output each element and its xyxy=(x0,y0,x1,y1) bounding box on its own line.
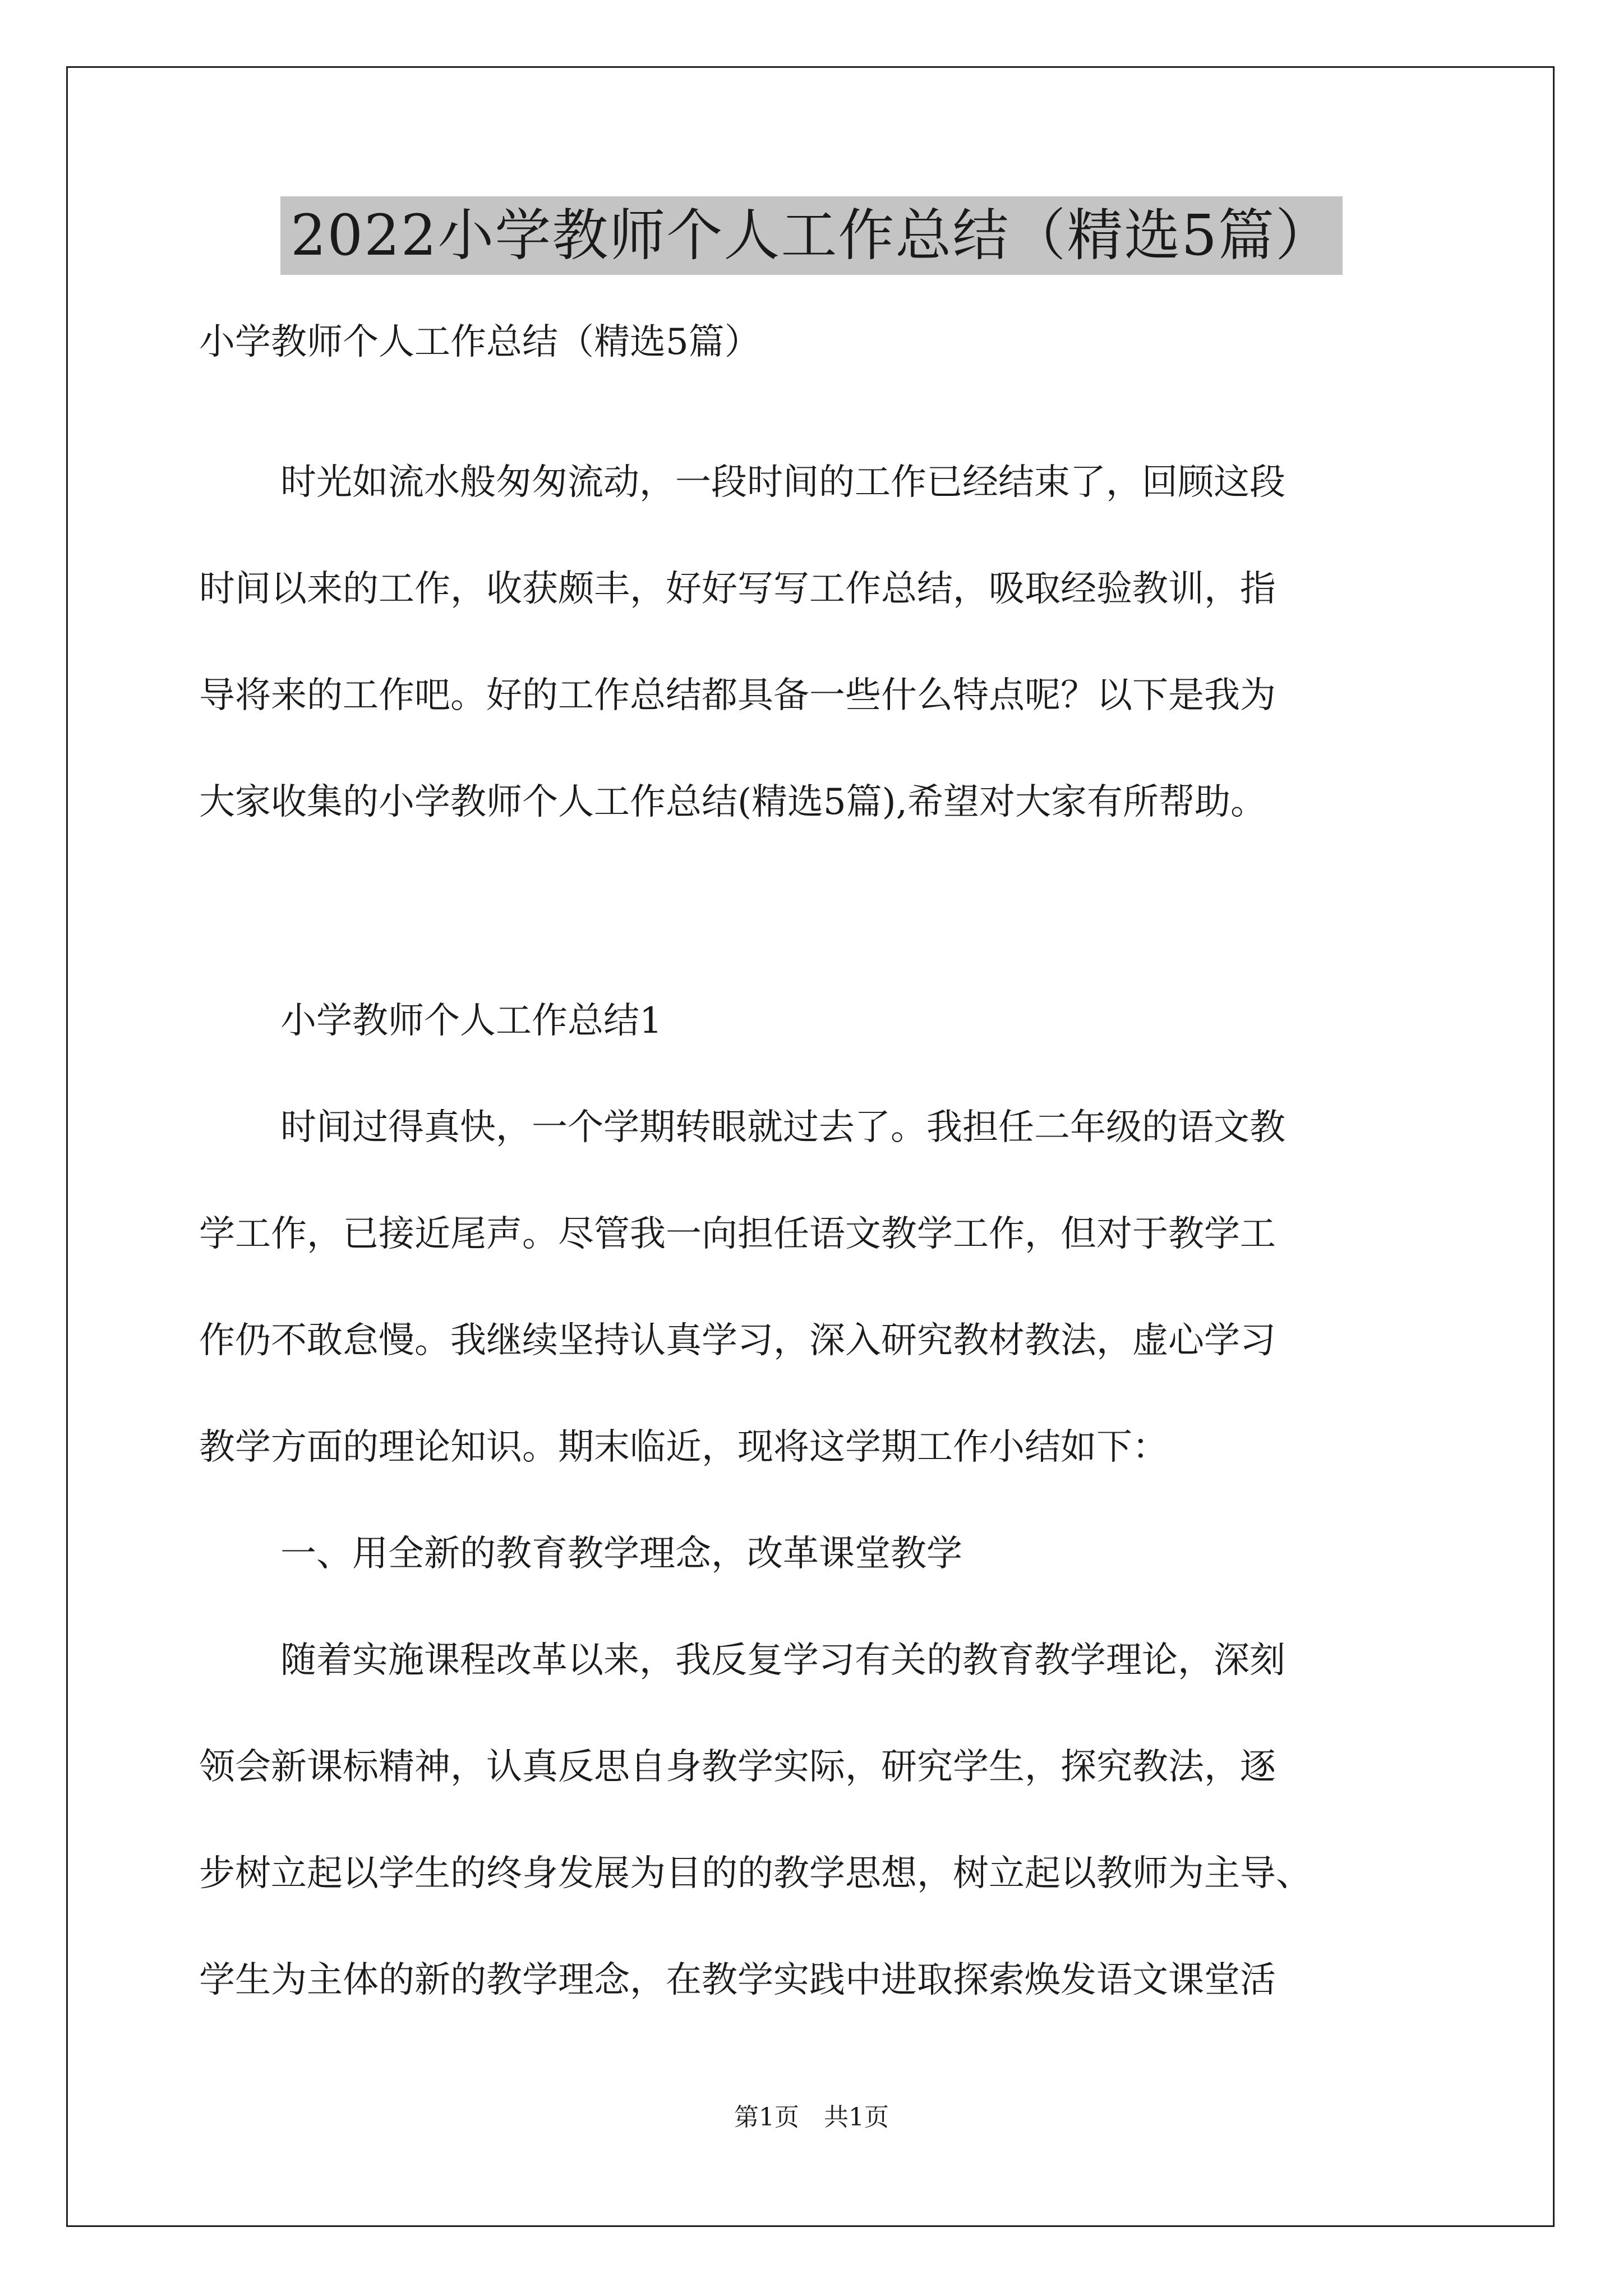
section-heading: 小学教师个人工作总结1 xyxy=(280,1000,662,1042)
section-line-3: 作仍不敢怠慢。我继续坚持认真学习，深入研究教材教法，虚心学习 xyxy=(199,1320,1276,1361)
intro-line-3: 导将来的工作吧。好的工作总结都具备一些什么特点呢？以下是我为 xyxy=(199,675,1276,716)
title-container xyxy=(0,196,1623,275)
intro-line-4: 大家收集的小学教师个人工作总结(精选5篇),希望对大家有所帮助。 xyxy=(199,781,1266,823)
document-title: 2022小学教师个人工作总结（精选5篇） xyxy=(280,196,1343,275)
subsection-line-4: 学生为主体的新的教学理念，在教学实践中进取探索焕发语文课堂活 xyxy=(199,1959,1276,2001)
intro-line-2: 时间以来的工作，收获颇丰，好好写写工作总结，吸取经验教训，指 xyxy=(199,568,1276,610)
subsection-line-1: 随着实施课程改革以来，我反复学习有关的教育教学理论，深刻 xyxy=(280,1640,1285,1681)
subheading: 一、用全新的教育教学理念，改革课堂教学 xyxy=(280,1533,962,1575)
intro-line-1: 时光如流水般匆匆流动，一段时间的工作已经结束了，回顾这段 xyxy=(280,462,1285,503)
section-line-4: 教学方面的理论知识。期末临近，现将这学期工作小结如下： xyxy=(199,1427,1168,1468)
section-line-2: 学工作，已接近尾声。尽管我一向担任语文教学工作，但对于教学工 xyxy=(199,1213,1276,1255)
section-line-1: 时间过得真快，一个学期转眼就过去了。我担任二年级的语文教 xyxy=(280,1107,1285,1148)
page-footer: 第1页 共1页 xyxy=(734,2103,889,2132)
subsection-line-3: 步树立起以学生的终身发展为目的的教学思想，树立起以教师为主导、 xyxy=(199,1853,1312,1894)
document-subtitle: 小学教师个人工作总结（精选5篇） xyxy=(199,321,760,363)
subsection-line-2: 领会新课标精神，认真反思自身教学实际，研究学生，探究教法，逐 xyxy=(199,1746,1276,1788)
